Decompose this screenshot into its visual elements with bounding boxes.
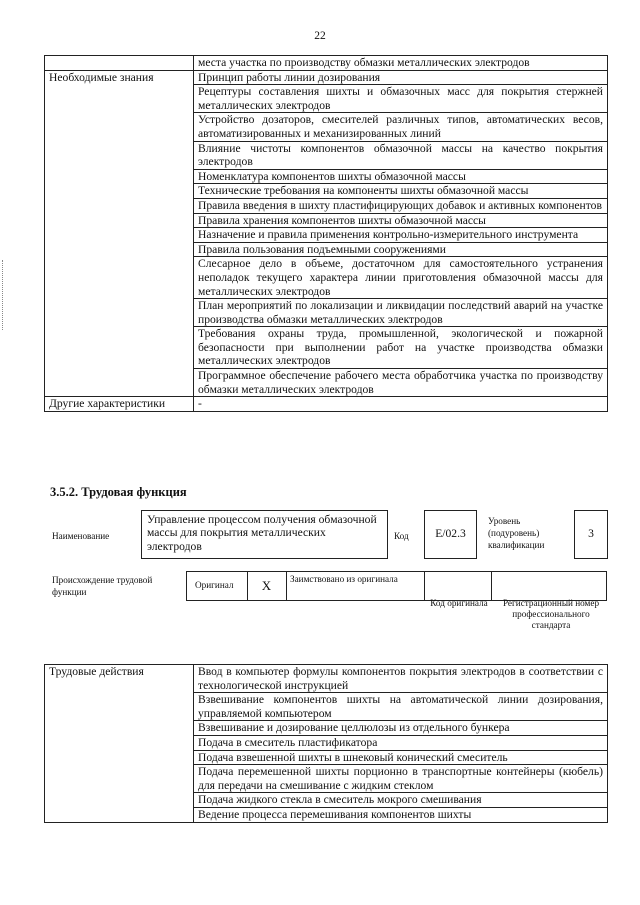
- knowledge-item: План мероприятий по локализации и ликвидации последствий аварий на участке производства обмазки металлических электродов: [194, 299, 608, 327]
- table-row: [45, 70, 608, 85]
- knowledge-item: Слесарное дело в объеме, достаточном для самостоятельного устранения неполадок текущего характера линии приготовления обмазочной массы для металлических электродов: [194, 257, 608, 299]
- other-characteristics-value: -: [194, 397, 608, 412]
- code-label: Код: [394, 531, 409, 541]
- qualification-level-label: Уровень (подуровень) квалификации: [488, 516, 545, 550]
- labor-actions-table: [44, 664, 608, 823]
- table-row: [45, 397, 608, 412]
- knowledge-item: Назначение и правила применения контрольно-измерительного инструмента: [194, 228, 608, 243]
- original-code-caption: Код оригинала: [430, 598, 488, 608]
- registration-number-caption: Регистрационный номер профессионального стандарта: [502, 598, 600, 630]
- knowledge-item: Правила хранения компонентов шихты обмазочной массы: [194, 213, 608, 228]
- empty-label-cell: [45, 56, 194, 71]
- knowledge-item: Номенклатура компонентов шихты обмазочной массы: [194, 169, 608, 184]
- knowledge-item: Влияние чистоты компонентов обмазочной массы на качество покрытия электродов: [194, 141, 608, 169]
- action-item: Подача перемешенной шихты порционно в транспортные контейнеры (кюбель) для передачи на смешивание с жидким стеклом: [194, 765, 608, 793]
- knowledge-label: Необходимые знания: [45, 70, 194, 397]
- borrowed-label: Заимствовано из оригинала: [286, 571, 425, 601]
- knowledge-item: Требования охраны труда, промышленной, экологической и пожарной безопасности при выполнении работ на участке производства обмазки металлических электродов: [194, 327, 608, 369]
- knowledge-item: Технические требования на компоненты шихты обмазочной массы: [194, 184, 608, 199]
- registration-number-cell: [491, 571, 607, 601]
- action-item: Подача в смеситель пластификатора: [194, 735, 608, 750]
- action-item: Взвешивание компонентов шихты на автоматической линии дозирования, управляемой компьютером: [194, 693, 608, 721]
- origin-row: [187, 571, 607, 601]
- origin-label: Происхождение трудовой функции: [52, 575, 153, 597]
- section-heading: 3.5.2. Трудовая функция: [50, 485, 187, 499]
- function-name-value: Управление процессом получения обмазочной массы для покрытия металлических электродов: [141, 510, 388, 559]
- other-characteristics-label: Другие характеристики: [45, 397, 194, 412]
- action-item: Подача жидкого стекла в смеситель мокрого смешивания: [194, 793, 608, 808]
- page-number: 22: [314, 30, 326, 42]
- labor-actions-label: Трудовые действия: [45, 665, 194, 823]
- table-row: [45, 56, 608, 71]
- original-code-cell: [424, 571, 492, 601]
- original-label: Оригинал: [186, 571, 248, 601]
- knowledge-item: Программное обеспечение рабочего места обработчика участка по производству обмазки металлических электродов: [194, 369, 608, 397]
- knowledge-item: Устройство дозаторов, смесителей различных типов, автоматических весов, автоматизированных и механизированных линий: [194, 113, 608, 141]
- original-mark: X: [247, 571, 287, 601]
- knowledge-item: Рецептуры составления шихты и обмазочных масс для покрытия стержней металлических электродов: [194, 85, 608, 113]
- knowledge-table: [44, 55, 608, 412]
- continuation-cell: места участка по производству обмазки металлических электродов: [194, 56, 608, 71]
- qualification-level-value: 3: [574, 510, 608, 559]
- binding-edge-mark: [2, 260, 5, 330]
- table-row: [45, 665, 608, 693]
- action-item: Ведение процесса перемешивания компонентов шихты: [194, 807, 608, 822]
- knowledge-item: Принцип работы линии дозирования: [194, 70, 608, 85]
- action-item: Взвешивание и дозирование целлюлозы из отдельного бункера: [194, 721, 608, 736]
- knowledge-item: Правила введения в шихту пластифицирующих добавок и активных компонентов: [194, 198, 608, 213]
- action-item: Подача взвешенной шихты в шнековый конический смеситель: [194, 750, 608, 765]
- action-item: Ввод в компьютер формулы компонентов покрытия электродов в соответствии с технологической инструкцией: [194, 665, 608, 693]
- knowledge-item: Правила пользования подъемными сооружениями: [194, 242, 608, 257]
- function-code-value: E/02.3: [424, 510, 477, 559]
- function-name-label: Наименование: [52, 531, 110, 541]
